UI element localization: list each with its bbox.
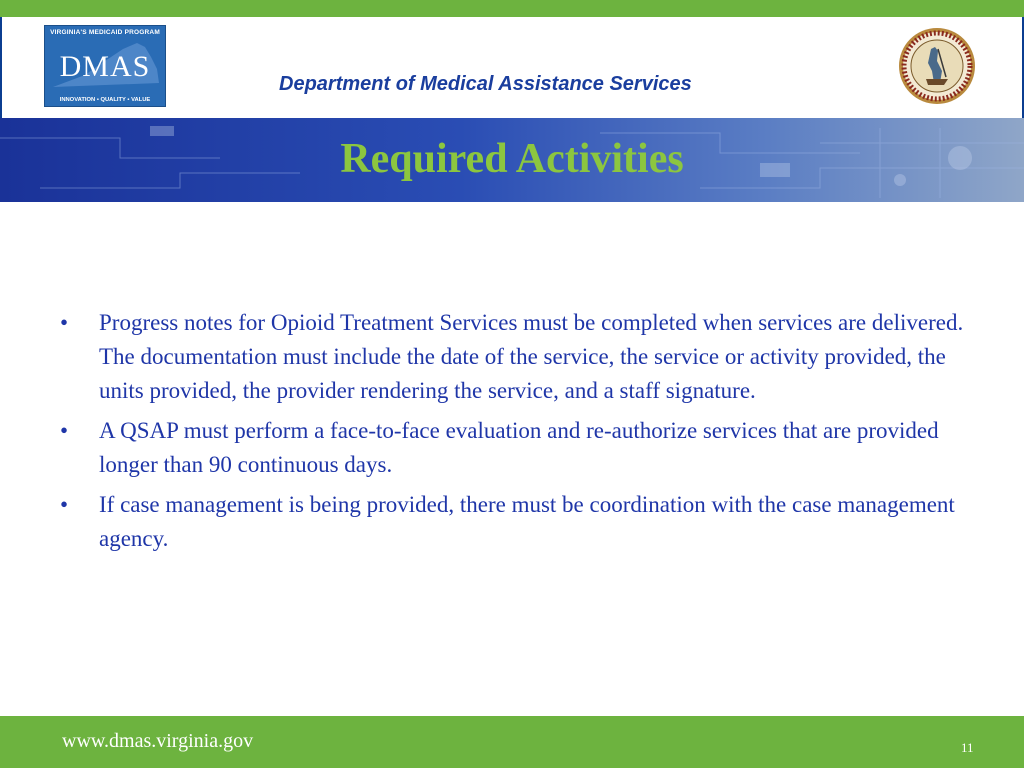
top-accent-bar — [0, 0, 1024, 17]
bullet-item — [60, 306, 980, 408]
footer-url-link[interactable]: www.dmas.virginia.gov — [62, 730, 254, 752]
header — [0, 17, 1024, 118]
bullet-text: If case management is being provided, there must be coordination with the case management agency. — [99, 492, 955, 551]
slide-title: Required Activities — [340, 136, 684, 182]
bullet-list — [60, 306, 980, 562]
logo-top-text: VIRGINIA'S MEDICAID PROGRAM — [50, 29, 160, 36]
bullet-text: Progress notes for Opioid Treatment Services must be completed when services are delivered. The documentation must include the date of the service, the service or activity provided, the units provided, the provider rendering the service, and a staff signature. — [99, 310, 964, 403]
dmas-logo — [44, 25, 166, 107]
bullet-marker: • — [60, 418, 69, 443]
virginia-state-seal-icon — [898, 27, 976, 105]
bullet-item — [60, 488, 980, 556]
page-number: 11 — [961, 740, 974, 755]
logo-wordmark: DMAS — [59, 50, 151, 83]
bullet-marker: • — [60, 492, 69, 517]
footer-bar — [0, 716, 1024, 768]
bullet-item — [60, 414, 980, 482]
logo-tagline: INNOVATION • QUALITY • VALUE — [59, 97, 151, 103]
bullet-marker: • — [60, 310, 69, 335]
department-title: Department of Medical Assistance Services — [279, 73, 692, 95]
bullet-text: A QSAP must perform a face-to-face evaluation and re-authorize services that are provided longer than 90 continuous days. — [99, 418, 939, 477]
